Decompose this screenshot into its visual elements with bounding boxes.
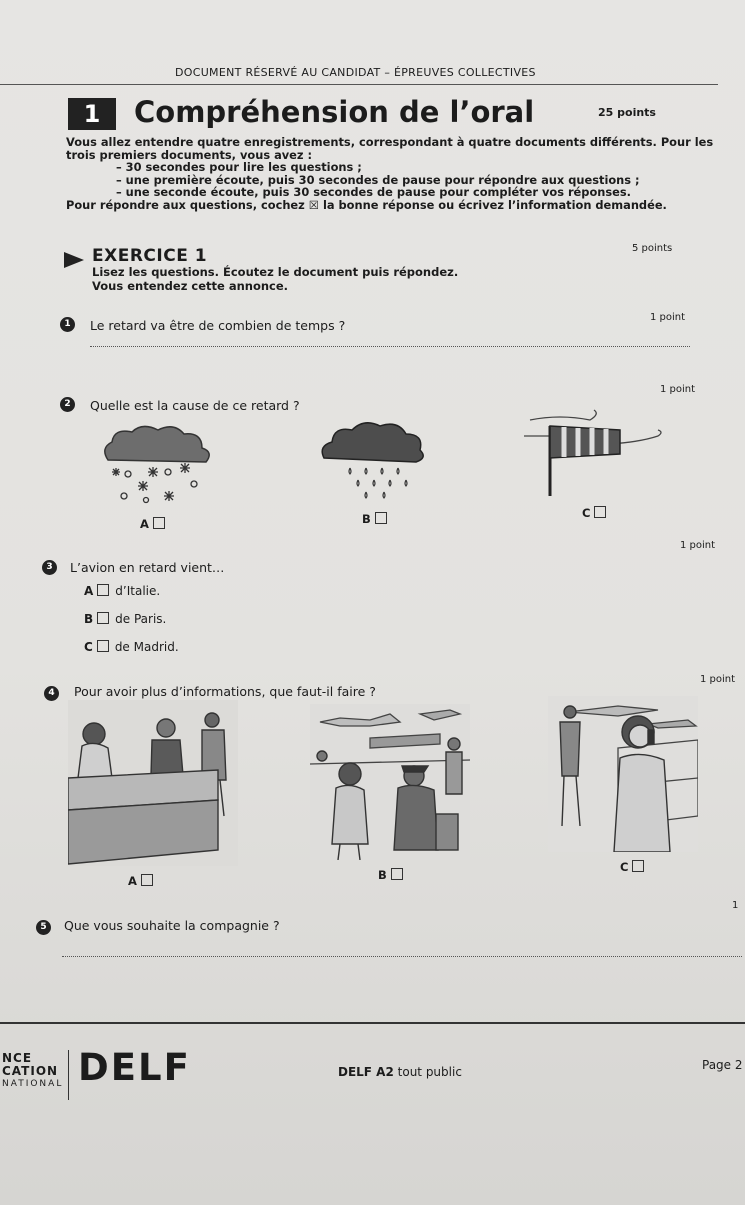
checkbox[interactable] bbox=[141, 874, 153, 886]
answer-line[interactable] bbox=[62, 956, 742, 957]
exercise-title: EXERCICE 1 bbox=[92, 246, 208, 266]
section-number: 1 bbox=[68, 98, 116, 130]
exercise-arrow-icon bbox=[64, 252, 84, 268]
question-number: 1 bbox=[60, 317, 75, 332]
option-b[interactable] bbox=[362, 512, 387, 526]
option-c[interactable] bbox=[620, 860, 644, 874]
phone-call-icon bbox=[548, 696, 698, 852]
brand-line: NATIONAL bbox=[2, 1079, 64, 1089]
snow-cloud-icon bbox=[98, 422, 218, 510]
question-text: Quelle est la cause de ce retard ? bbox=[90, 398, 300, 413]
question-points: 1 point bbox=[680, 540, 716, 551]
question-text: Que vous souhaite la compagnie ? bbox=[64, 918, 280, 933]
option-letter: B bbox=[378, 868, 387, 882]
checkbox[interactable] bbox=[153, 517, 165, 529]
option-a[interactable] bbox=[140, 517, 165, 531]
option-letter: C bbox=[84, 640, 93, 654]
answer-option-a[interactable] bbox=[84, 584, 160, 598]
brand-line: CATION bbox=[2, 1064, 59, 1078]
intro-bullet: – 30 secondes pour lire les questions ; bbox=[116, 160, 362, 174]
option-c[interactable] bbox=[582, 506, 606, 520]
question-text: L’avion en retard vient… bbox=[70, 560, 225, 575]
option-a[interactable] bbox=[128, 874, 153, 888]
answer-line[interactable] bbox=[90, 346, 690, 347]
question-points: 1 bbox=[732, 900, 739, 911]
page-number: Page 2 bbox=[702, 1058, 743, 1072]
option-letter: B bbox=[84, 612, 94, 626]
question-number: 5 bbox=[36, 920, 51, 935]
intro-instructions bbox=[66, 135, 714, 212]
option-letter: A bbox=[140, 517, 149, 531]
question-points: 1 point bbox=[700, 674, 736, 685]
check-in-desk-icon bbox=[68, 700, 238, 866]
question-number: 2 bbox=[60, 397, 75, 412]
answer-option-b[interactable] bbox=[84, 612, 166, 626]
option-letter: A bbox=[84, 584, 94, 598]
question-text: Pour avoir plus d’informations, que faut-il faire ? bbox=[74, 684, 376, 699]
question-points: 1 point bbox=[650, 312, 686, 323]
exercise-points: 5 points bbox=[632, 243, 673, 254]
option-letter: B bbox=[362, 512, 371, 526]
instruction-text: la bonne réponse ou écrivez l’information demandée. bbox=[322, 197, 667, 212]
checked-box-icon: ☒ bbox=[308, 197, 319, 212]
section-points: 25 points bbox=[598, 106, 656, 119]
intro-line: trois premiers documents, vous avez : bbox=[66, 147, 313, 162]
option-text: d’Italie. bbox=[115, 584, 161, 598]
logo-separator bbox=[68, 1050, 69, 1100]
level-name: DELF A2 bbox=[338, 1065, 394, 1079]
checkbox[interactable] bbox=[375, 512, 387, 524]
brand-line: NCE bbox=[2, 1051, 33, 1065]
intro-bullet: – une première écoute, puis 30 secondes de pause pour répondre aux questions ; bbox=[116, 172, 640, 187]
checkbox[interactable] bbox=[594, 506, 606, 518]
answer-option-c[interactable] bbox=[84, 640, 179, 654]
ministry-logo-text bbox=[2, 1052, 63, 1091]
delf-logo: DELF bbox=[78, 1046, 191, 1089]
option-letter: C bbox=[620, 860, 629, 874]
checkbox[interactable] bbox=[391, 868, 403, 880]
exercise-instructions bbox=[92, 265, 458, 293]
exercise-context: Vous entendez cette annonce. bbox=[92, 279, 289, 293]
windsock-icon bbox=[520, 408, 670, 500]
question-text: Le retard va être de combien de temps ? bbox=[90, 318, 346, 333]
footer-divider bbox=[0, 1022, 745, 1024]
checkbox[interactable] bbox=[97, 640, 109, 652]
intro-bullet: – une seconde écoute, puis 30 secondes de pause pour compléter vos réponses. bbox=[116, 185, 631, 199]
question-points: 1 point bbox=[660, 384, 696, 395]
exam-level bbox=[338, 1065, 462, 1079]
option-b[interactable] bbox=[378, 868, 403, 882]
option-text: de Madrid. bbox=[114, 640, 179, 654]
checkbox[interactable] bbox=[97, 584, 109, 596]
checkbox[interactable] bbox=[97, 612, 109, 624]
instruction-text: Pour répondre aux questions, cochez bbox=[66, 197, 305, 212]
checkbox[interactable] bbox=[632, 860, 644, 872]
option-text: de Paris. bbox=[115, 612, 167, 626]
level-audience: tout public bbox=[393, 1065, 462, 1079]
rain-cloud-icon bbox=[318, 418, 428, 500]
exercise-instruction: Lisez les questions. Écoutez le document puis répondez. bbox=[92, 265, 459, 279]
header-divider bbox=[0, 84, 718, 85]
reserved-header: DOCUMENT RÉSERVÉ AU CANDIDAT – ÉPREUVES COLLECTIVES bbox=[175, 66, 536, 79]
ask-staff-icon bbox=[310, 704, 470, 860]
option-letter: A bbox=[128, 874, 137, 888]
question-number: 4 bbox=[44, 686, 59, 701]
option-letter: C bbox=[582, 506, 591, 520]
section-title: Compréhension de l’oral bbox=[134, 95, 535, 129]
intro-instruction bbox=[66, 199, 676, 212]
intro-line: Vous allez entendre quatre enregistrements, correspondant à quatre documents différents. Pour les bbox=[66, 135, 714, 149]
question-number: 3 bbox=[42, 560, 57, 575]
